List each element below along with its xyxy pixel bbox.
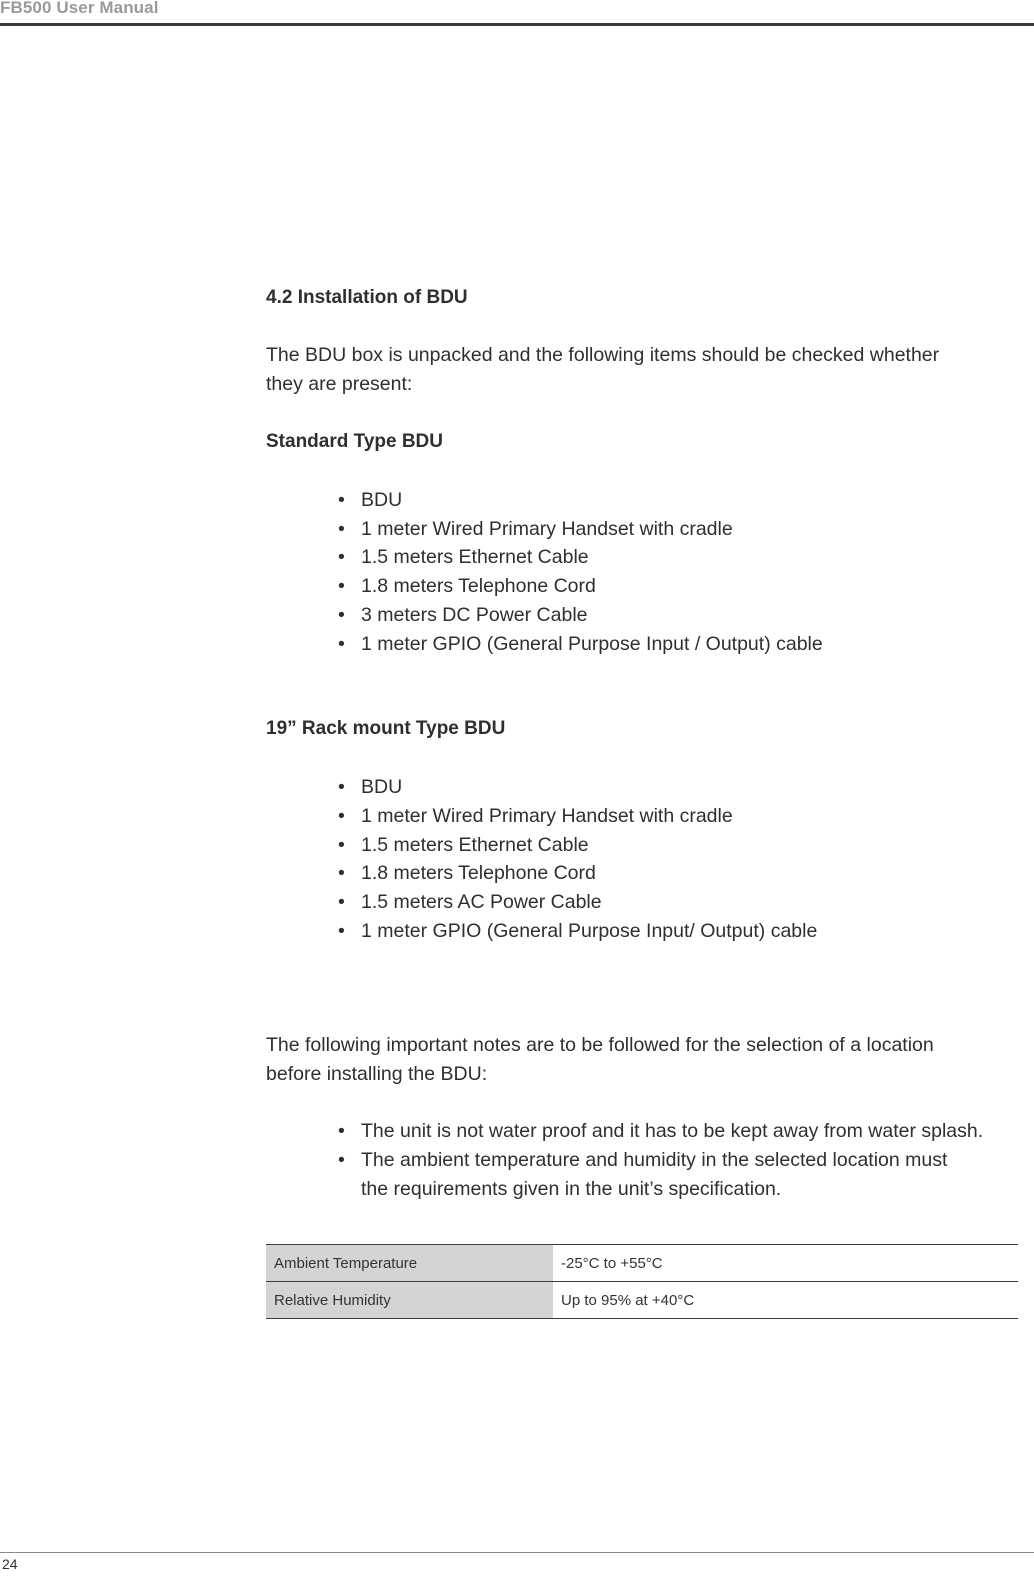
list-item-text: 1.5 meters Ethernet Cable [361, 546, 589, 569]
bullet-dot: • [338, 919, 345, 942]
section-title: 4.2 Installation of BDU [266, 287, 468, 308]
table-cell-label: Relative Humidity [266, 1282, 553, 1319]
list-item-text: 1.5 meters Ethernet Cable [361, 833, 589, 856]
notes-line-2: before installing the BDU: [266, 1063, 488, 1086]
standard-items-list [266, 486, 1026, 658]
table-row [266, 1245, 1018, 1282]
table-row [266, 1282, 1018, 1319]
intro-line-2: they are present: [266, 373, 413, 395]
table-cell-value: -25°C to +55°C [553, 1245, 1018, 1282]
bullet-dot: • [338, 489, 345, 511]
list-item [338, 917, 1026, 946]
list-item [338, 773, 1026, 802]
table-cell-value: Up to 95% at +40°C [553, 1282, 1018, 1319]
list-item [338, 630, 1026, 659]
list-item [338, 1146, 1026, 1203]
intro-paragraph [266, 341, 1026, 399]
list-item-text: 1 meter Wired Primary Handset with cradle [361, 804, 733, 827]
bullet-dot: • [338, 862, 345, 885]
bullet-dot: • [338, 517, 345, 540]
list-item [338, 831, 1026, 860]
list-item-text: BDU [361, 776, 403, 799]
footer-rule [0, 1552, 1034, 1553]
standard-type-heading: Standard Type BDU [266, 431, 444, 452]
running-header-title: FB500 User Manual [0, 0, 159, 17]
list-item-text: 1.8 meters Telephone Cord [361, 575, 596, 598]
list-item [338, 859, 1026, 888]
list-item [338, 1117, 1026, 1146]
list-item [338, 888, 1026, 917]
bullet-dot: • [338, 833, 345, 856]
list-item-text: 1.5 meters AC Power Cable [361, 891, 602, 914]
list-item [338, 601, 1026, 630]
rackmount-items-list [266, 773, 1026, 945]
bullet-dot: • [338, 575, 345, 598]
list-item [338, 486, 1026, 515]
list-item-text: 1 meter Wired Primary Handset with cradle [361, 517, 733, 540]
bullet-dot: • [338, 603, 345, 626]
rackmount-type-heading: 19” Rack mount Type BDU [266, 718, 506, 740]
list-item-text: The unit is not water proof and it has to be kept away from water splash. [361, 1120, 984, 1143]
bullet-dot: • [338, 546, 345, 569]
notes-line-1: The following important notes are to be followed for the selection of a location [266, 1034, 934, 1057]
bullet-dot: • [338, 1120, 345, 1143]
bullet-dot: • [338, 632, 345, 655]
list-item-text: 3 meters DC Power Cable [361, 603, 588, 626]
list-item-text: 1 meter GPIO (General Purpose Input / Output) cable [361, 632, 823, 655]
bullet-dot: • [338, 804, 345, 827]
main-content [266, 283, 1026, 1204]
list-item [338, 515, 1026, 544]
list-item-text: 1 meter GPIO (General Purpose Input/ Output) cable [361, 919, 818, 942]
list-item-text: BDU [361, 489, 403, 511]
spec-table [266, 1244, 1018, 1319]
table-cell-label: Ambient Temperature [266, 1245, 553, 1282]
list-item [338, 802, 1026, 831]
notes-paragraph [266, 1031, 1026, 1089]
notes-list [266, 1117, 1026, 1203]
list-item-continuation: the requirements given in the unit’s specification. [361, 1177, 782, 1200]
list-item-text: The ambient temperature and humidity in the selected location must [361, 1149, 948, 1172]
list-item [338, 572, 1026, 601]
bullet-dot: • [338, 776, 345, 799]
bullet-dot: • [338, 1149, 345, 1172]
bullet-dot: • [338, 891, 345, 914]
page-number: 24 [2, 1556, 18, 1572]
intro-line-1: The BDU box is unpacked and the following items should be checked whether [266, 344, 940, 366]
header-rule [0, 23, 1034, 26]
list-item-text: 1.8 meters Telephone Cord [361, 862, 596, 885]
list-item [338, 543, 1026, 572]
